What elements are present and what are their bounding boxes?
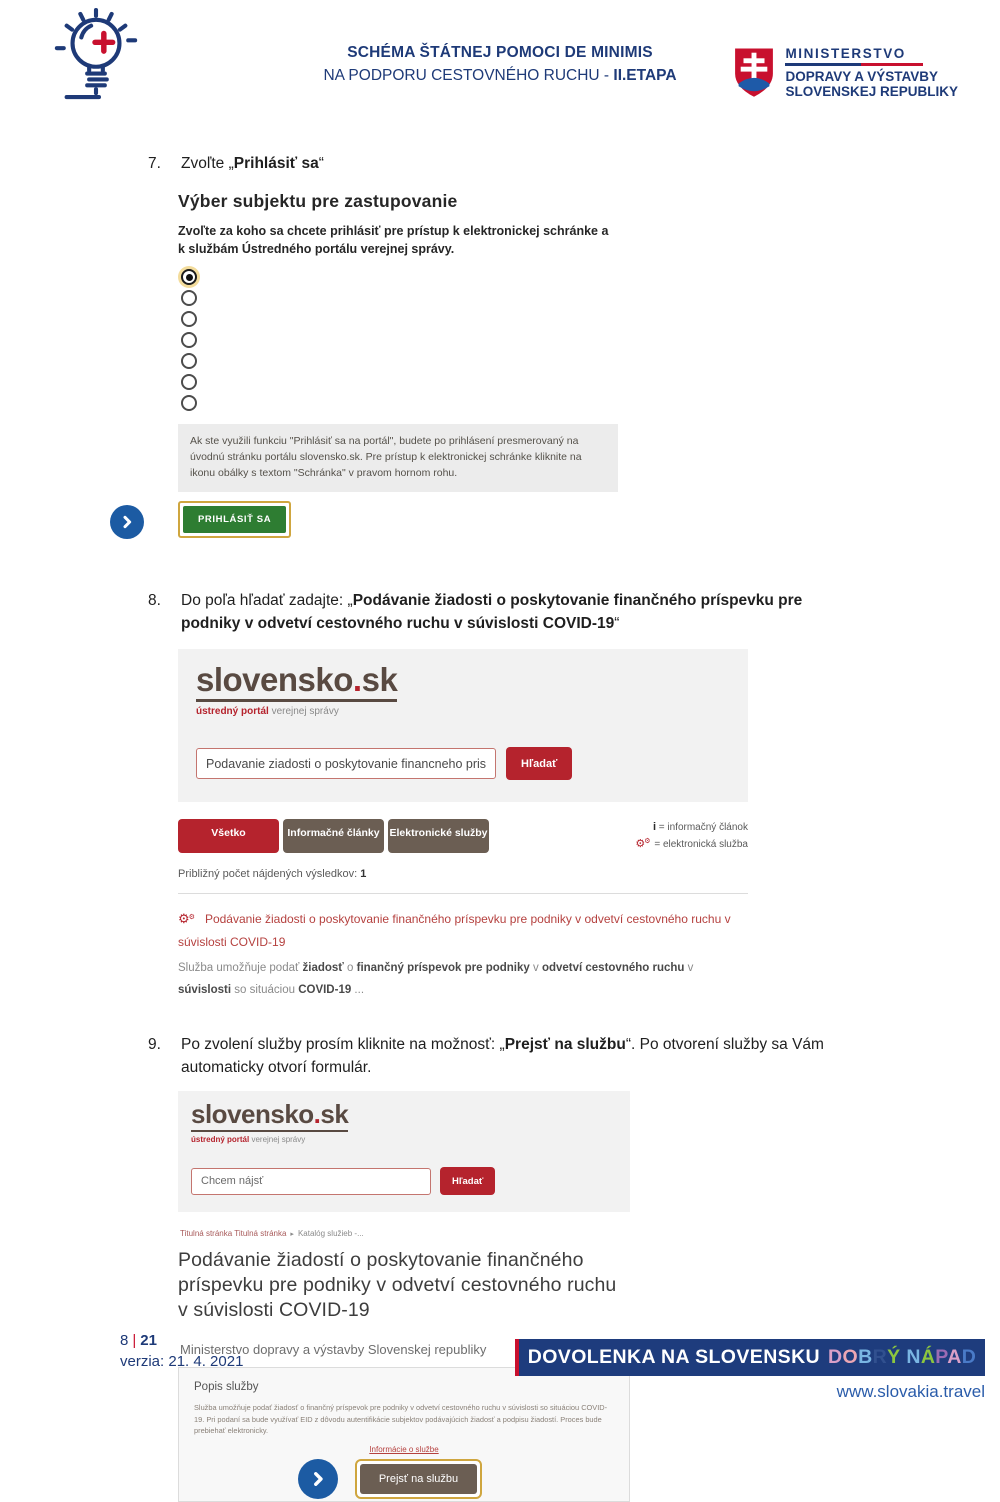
step-8-instruction: Do poľa hľadať zadajte: „Podávanie žiadosti o poskytovanie finančného príspevku pre podniky v odvetví cestovného ruchu v súvislosti COVID-19“ xyxy=(181,591,803,632)
highlight-frame xyxy=(178,501,291,538)
subject-selection-heading: Výber subjektu pre zastupovanie xyxy=(178,191,458,212)
step-9 xyxy=(148,1033,1000,1080)
radio-button[interactable] xyxy=(181,311,197,327)
ministry-line-2: DOPRAVY A VÝSTAVBY xyxy=(785,68,938,84)
service-info-link[interactable]: Informácie o službe xyxy=(369,1444,439,1454)
results-count: Približný počet nájdených výsledkov: 1 xyxy=(178,868,367,881)
title-line-2: NA PODPORU CESTOVNÉHO RUCHU - II.ETAPA xyxy=(323,67,677,84)
search-input[interactable] xyxy=(196,748,496,779)
subject-selection-intro: Zvoľte za koho sa chcete prihlásiť pre prístup k elektronickej schránke a k službám Ústredného portálu verejnej správy. xyxy=(178,224,609,256)
tab-info-articles[interactable]: Informačné články xyxy=(283,819,384,853)
result-description: Služba umožňuje podať žiadosť o finančný príspevok pre podniky v odvetví cestovného ruchu v súvislosti so situáciou COVID-19 ... xyxy=(178,962,694,996)
service-description-text: Služba umožňuje podať žiadosť o finančný príspevok pre podniky v odvetví cestovného ruchu v súvislosti so situáciou COVID-19. Pri podaní sa bude využívať EID z dôvodu autentifikácie subjektov podávajúcich žiadosť a podpisu žiadostí. Proces bude prebiehať elektronicky. xyxy=(194,1403,608,1436)
info-icon: i xyxy=(652,821,656,833)
step-9-number: 9. xyxy=(148,1035,161,1053)
divider xyxy=(178,893,748,894)
service-description-box xyxy=(178,1367,630,1501)
slovensko-tagline: ústredný portál verejnej správy xyxy=(191,1135,306,1145)
slovensko-logo: slovensko.sk xyxy=(196,663,397,702)
radio-button[interactable] xyxy=(181,374,197,390)
login-note: Ak ste využili funkciu "Prihlásiť sa na portál", budete po prihlásení presmerovaný na úvodnú stránku portálu slovensko.sk. Pre prístup k elektronickej schránke kliknite na ikonu obálky s textom "Schránka" v pravom hornom rohu. xyxy=(178,424,618,491)
title-line-1: SCHÉMA ŠTÁTNEJ POMOCI DE MINIMIS xyxy=(347,44,653,61)
highlight-frame xyxy=(355,1459,482,1499)
flag-divider xyxy=(785,63,923,66)
banner-slogan: DOBRÝ NÁPAD xyxy=(828,1346,977,1368)
slovensko-tagline: ústredný portál verejnej správy xyxy=(196,706,339,717)
login-button[interactable]: PRIHLÁSIŤ SA xyxy=(183,506,286,533)
tab-electronic-services[interactable]: Elektronické služby xyxy=(388,819,489,853)
step-7-number: 7. xyxy=(148,155,161,172)
breadcrumb-catalog[interactable]: Katalóg služieb -... xyxy=(297,1229,364,1239)
breadcrumb xyxy=(178,1229,630,1238)
subject-radio-list xyxy=(178,269,618,411)
ministry-line-3: SLOVENSKEJ REPUBLIKY xyxy=(785,84,958,100)
result-link[interactable]: ⚙ ⚙ Podávanie žiadosti o poskytovanie finančného príspevku pre podniky v odvetví cestovného ruchu v súvislosti COVID-19 xyxy=(178,907,738,953)
screenshot-search-results xyxy=(178,649,748,1001)
breadcrumb-home[interactable]: Titulná stránka Titulná stránka xyxy=(180,1229,287,1239)
step-7-instruction: Zvoľte „Prihlásiť sa“ xyxy=(181,155,324,172)
radio-button[interactable] xyxy=(181,290,197,306)
radio-button[interactable] xyxy=(181,269,197,285)
search-button[interactable]: Hľadať xyxy=(440,1167,495,1195)
banner-text: DOVOLENKA NA SLOVENSKU xyxy=(527,1346,821,1368)
radio-button[interactable] xyxy=(181,395,197,411)
radio-button[interactable] xyxy=(181,332,197,348)
result-type-legend: i = informačný článok ⚙ ⚙ = elektronická služba xyxy=(635,819,748,853)
search-result-item xyxy=(178,907,748,1001)
screenshot-subject-selection xyxy=(178,191,618,550)
screenshot-service-page xyxy=(178,1091,630,1501)
lightbulb-logo-icon xyxy=(52,6,140,106)
tourism-banner xyxy=(515,1339,985,1376)
service-description-heading: Popis služby xyxy=(194,1381,259,1394)
service-page-title: Podávanie žiadostí o poskytovanie finančného príspevku pre podniky v odvetví cestovného ruchu v súvislosti COVID-19 xyxy=(178,1249,617,1322)
gears-icon: ⚙ ⚙ xyxy=(635,838,651,850)
next-arrow-icon xyxy=(298,1459,338,1499)
tab-all[interactable]: Všetko xyxy=(178,819,279,853)
breadcrumb-separator: ▸ xyxy=(290,1231,294,1239)
step-8 xyxy=(148,589,1000,636)
slovakia-travel-url[interactable]: www.slovakia.travel xyxy=(836,1382,985,1401)
search-button[interactable]: Hľadať xyxy=(506,747,572,780)
version-label: verzia: 21. 4. 2021 xyxy=(120,1353,244,1370)
page-header xyxy=(0,0,1000,120)
radio-button[interactable] xyxy=(181,353,197,369)
ministry-line-1: MINISTERSTVO xyxy=(785,46,906,61)
ministry-logo xyxy=(733,46,958,100)
step-7 xyxy=(148,152,1000,175)
service-provider: Ministerstvo dopravy a výstavby Slovenskej republiky xyxy=(180,1342,487,1358)
search-input[interactable] xyxy=(191,1168,431,1195)
page-number: 8 | 21 xyxy=(120,1332,157,1349)
gears-icon: ⚙ ⚙ xyxy=(178,911,196,926)
slovak-coat-of-arms-icon xyxy=(733,46,775,100)
go-to-service-button[interactable]: Prejsť na službu xyxy=(360,1464,477,1494)
footer-meta xyxy=(120,1332,243,1370)
step-8-number: 8. xyxy=(148,591,161,609)
next-arrow-icon xyxy=(110,505,144,539)
slovensko-logo: slovensko.sk xyxy=(191,1101,348,1132)
step-9-instruction: Po zvolení služby prosím kliknite na možnosť: „Prejsť na službu“. Po otvorení služby sa Vám automaticky otvorí formulár. xyxy=(181,1035,824,1077)
